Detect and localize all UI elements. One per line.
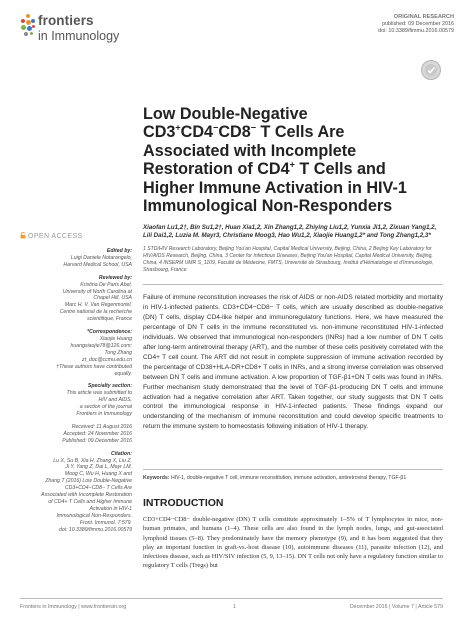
editor-affil: Harvard Medical School, USA: [63, 261, 132, 268]
title-line: Restoration of CD4+ T Cells and: [143, 159, 386, 179]
accepted-date: Accepted: 24 November 2016: [63, 430, 132, 437]
open-access-badge: [20, 232, 83, 240]
keywords: [143, 475, 443, 481]
citation-line: Front. Immunol. 7:579.: [79, 519, 132, 526]
citation-line: of CD4+ T Cells and Higher Immune: [48, 499, 132, 505]
title-line: Low Double-Negative: [143, 105, 308, 123]
corr-email[interactable]: zt_doc@ccmu.edu.cn: [82, 356, 132, 363]
citation-label: Citation:: [110, 450, 132, 457]
divider: [143, 469, 443, 470]
citation-line: Associated with Incomplete Restoration: [41, 492, 132, 499]
citation-doi[interactable]: doi: 10.3389/fimmu.2016.00579: [59, 526, 132, 533]
article-type: ORIGINAL RESEARCH: [393, 14, 454, 20]
keywords-text: HIV-1, double-negative T cell, immune reconstitution, immune activation, antiretroviral therapy, TGF-β1: [169, 475, 407, 481]
keywords-label: Keywords:: [143, 475, 170, 481]
published-date: published: 09 December 2016: [382, 21, 454, 27]
received-date: Received: 11 August 2016: [71, 423, 132, 430]
citation-line: Activation in HIV-1: [89, 505, 132, 512]
specialty-label: Specialty section:: [87, 383, 132, 390]
open-access-label: OPEN ACCESS: [28, 233, 83, 240]
specialty-line: Frontiers in Immunology: [76, 411, 132, 418]
corr-email[interactable]: huangxiaojie78@126.com;: [70, 342, 132, 349]
title-line: Associated with Incomplete: [143, 141, 357, 160]
abstract: Failure of immune reconstitution increases the risk of AIDS or non-AIDS related morbidity and mortality in HIV-1-infected patients. CD3+CD4−CD8− T cells, which are usually described as double-negative (DN) T cells, display CD4-like helper and immunoregulatory functions. Here, we have measured the percentage of DN T cells in the immune reconstituted vs. non-immune reconstituted HIV-1-infected individuals. We observed that immunological non-responders (INRs) had a low number of DN T cells after long-term antiretroviral therapy (ART), and the number of these cells positively correlated with the CD4+ T cell count. The ART did not result in complete suppression of immune activation recorded by the percentage of CD38+HLA-DR+CD8+ T cells in INRs, and a strong inverse correlation was observed between DN T cells and immune activation. A low proportion of TGF-β1+DN T cells was found in INRs. Further mechanism study demonstrated that the level of TGF-β1-producing DN T cells and immune activation had a negative correlation after ART. Taken together, our study suggests that DN T cells control the immunological response in HIV-1-infected patients. These findings expand our understanding of the mechanism of immune reconstitution and could develop specific treatments to return the immune system to homeostasis following initiation of HIV-1 therapy.: [143, 294, 443, 431]
unlock-icon: [20, 232, 26, 239]
reviewer-line: University of North Carolina at: [62, 288, 132, 295]
reviewer-line: Centre national de la recherche: [59, 309, 132, 316]
corr-line: equally.: [114, 370, 132, 377]
journal-subtitle: in Immunology: [38, 29, 120, 43]
citation-line: CD3+CD4−CD8− T Cells Are: [64, 485, 132, 492]
page-number: 1: [233, 604, 236, 610]
title-line: Higher Immune Activation in HIV-1: [143, 178, 407, 197]
reviewer-line: scientifique, France: [87, 316, 132, 323]
title-line: CD3+CD4−CD8− T Cells Are: [143, 123, 345, 142]
citation-block: [20, 451, 132, 534]
footer-journal[interactable]: Frontiers in Immunology | www.frontiersin.org: [20, 604, 127, 610]
corr-line: Tong Zhang: [104, 349, 132, 356]
corr-line: Xiaojie Huang: [99, 335, 132, 342]
specialty-line: a section of the journal: [79, 404, 132, 411]
footer-divider: [20, 598, 443, 599]
reviewed-block: [20, 275, 132, 323]
doi-link[interactable]: doi: 10.3389/fimmu.2016.00579: [378, 28, 454, 34]
article-title: [143, 105, 443, 215]
divider: [143, 284, 443, 285]
correspondence-label: *Correspondence:: [87, 329, 132, 336]
specialty-line: HIV and AIDS,: [98, 397, 132, 404]
check-for-updates-icon[interactable]: [421, 60, 441, 80]
citation-line: Immunological Non-Responders.: [56, 512, 132, 519]
corr-line: †These authors have contributed: [56, 363, 132, 370]
dates-block: [20, 424, 132, 445]
citation-line: Zhang T (2016) Low Double-Negative: [45, 478, 132, 485]
citation-line: Lu X, Su B, Xia H, Zhang X, Liu Z,: [53, 457, 132, 464]
article-meta: [378, 14, 454, 35]
editor-name: Luigi Daniele Notarangelo,: [70, 254, 132, 261]
citation-line: Moog C, Wu H, Huang X and: [64, 471, 132, 478]
title-line: Immunological Non-Responders: [143, 197, 393, 216]
author-list[interactable]: Xiaofan Lu1,2†, Bin Su1,2†, Huan Xia1,2, Xin Zhang1,2, Zhiying Liu1,2, Yunxia Ji1,2, Zixuan Yang1,2, Lili Dai1,2, Luzia M. Mayr3, Christiane Moog3, Hao Wu1,2, Xiaojie Huang1,2* and Tong Zhang1,2,3*: [143, 224, 437, 240]
affiliations: 1 STD/HIV Research Laboratory, Beijing You'an Hospital, Capital Medical University, Beijing, China, 2 Beijing Key Laboratory for HIV/AIDS Research, Beijing, China, 3 Center for Infectious Diseases, Beijing You'an Hospital, Capital Medical University, Beijing, China, 4 INSERM UMR S_1109, Faculté de Médecine, FMTS, Université de Strasbourg, Institut d'Hématologie et d'Immunologie, Strasbourg, France: [143, 246, 434, 273]
reviewed-label: Reviewed by:: [98, 274, 132, 281]
intro-paragraph: CD3+CD4−CD8− double-negative (DN) T cells constitute approximately 1–5% of T lymphocytes in mice, non-human primates, and humans (1–4). These cells are also found in the lymph nodes, lungs, and gut-associated lymphoid tissues (5–8). They predominately have the memory phenotype (9), and it has been suggested that they play an important function in graft-vs.-host disease (10), autoimmune diseases (11), parasite infection (12), and infectious disease, such as HIV/SIV infection (5, 9, 13–15). DN T cells not only have a regulatory function similar to regulatory T cells (Tregs) but: [143, 516, 443, 570]
edited-block: [20, 248, 132, 269]
sidebar-info: [20, 248, 132, 540]
reviewer-line: Marc H. V. Van Regenmortel,: [64, 302, 132, 309]
section-heading: INTRODUCTION: [143, 497, 224, 509]
footer-volume: December 2016 | Volume 7 | Article 579: [349, 604, 443, 610]
published-date-side: Published: 09 December 2016: [62, 437, 132, 444]
reviewer-line: Chapel Hill, USA: [93, 295, 132, 302]
citation-line: Ji Y, Yang Z, Dai L, Mayr LM,: [65, 464, 132, 471]
correspondence-block: [20, 329, 132, 377]
logo-mark-icon: [20, 14, 36, 40]
reviewer-line: Kristina De Paris Abel,: [80, 281, 132, 288]
specialty-block: [20, 383, 132, 418]
specialty-line: This article was submitted to: [66, 390, 132, 397]
journal-name: frontiers: [38, 13, 94, 28]
edited-label: Edited by:: [106, 248, 132, 254]
